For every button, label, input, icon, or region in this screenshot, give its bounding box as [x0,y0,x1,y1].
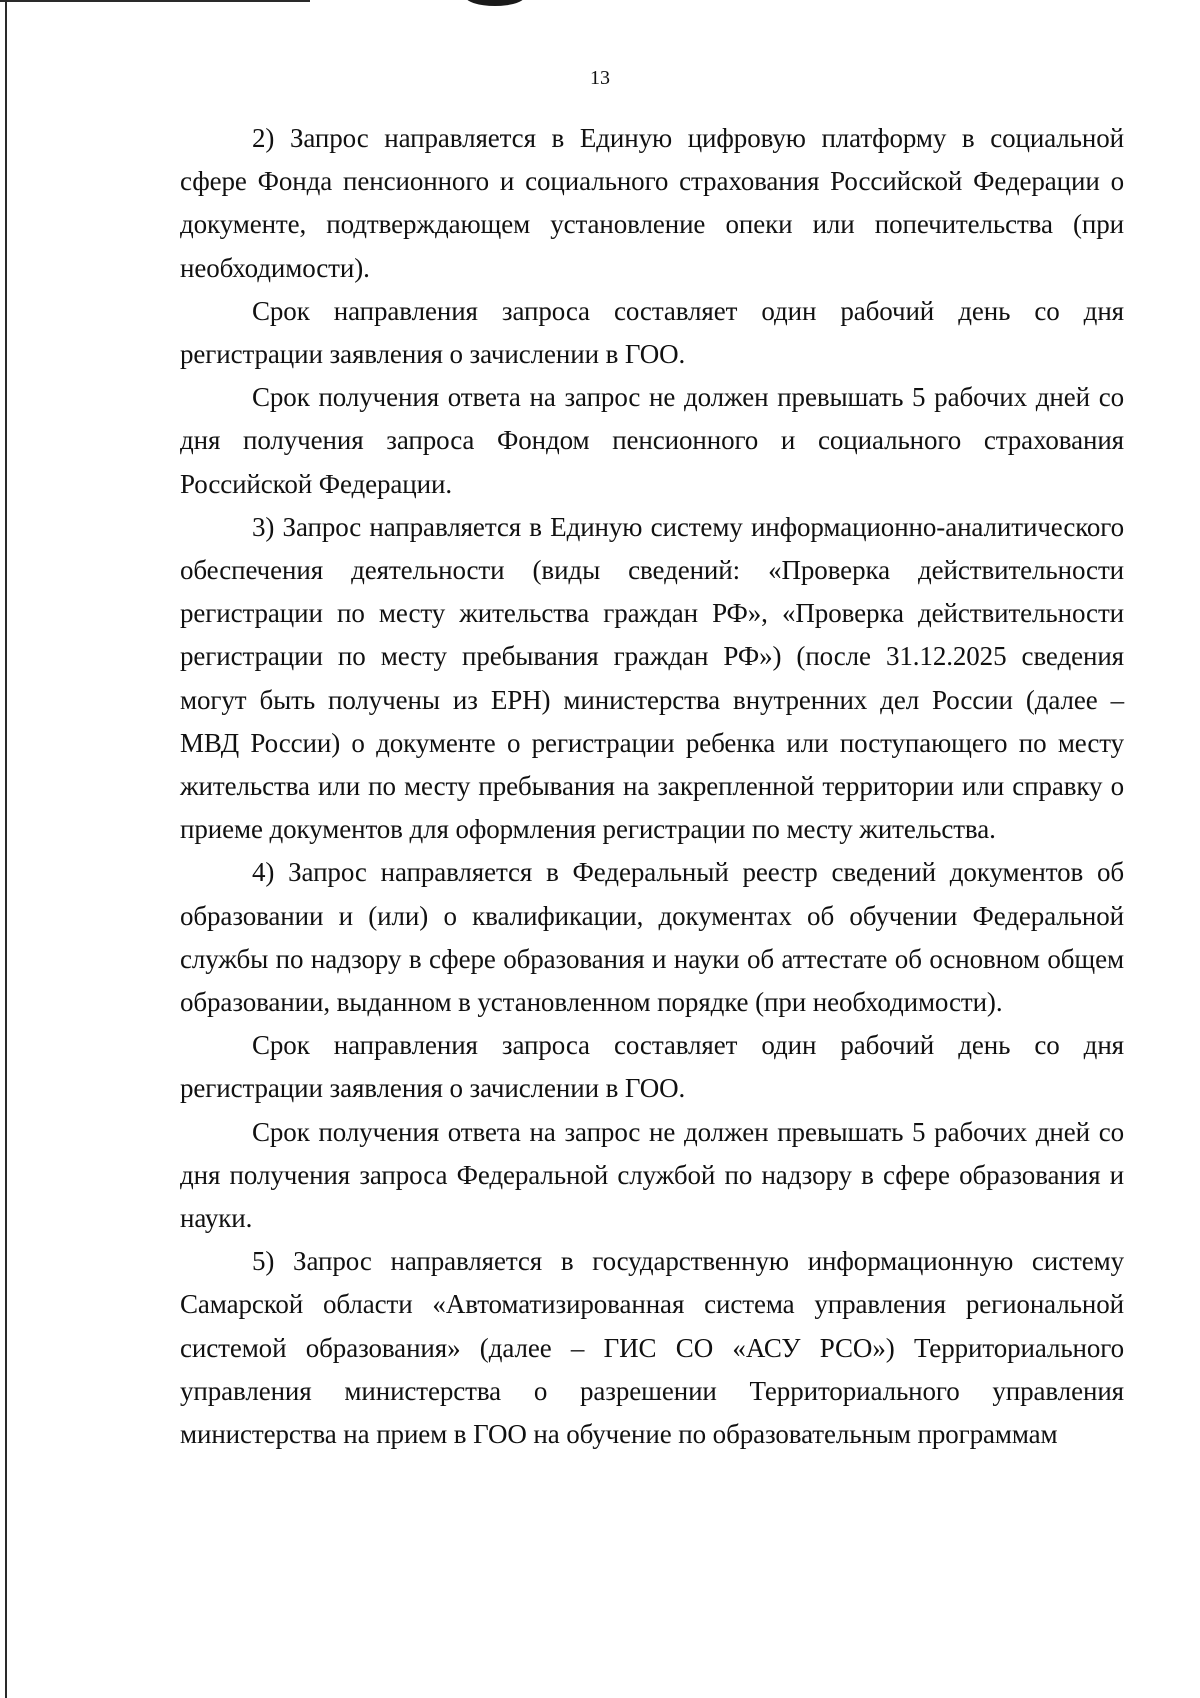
scan-left-border [5,0,7,1698]
page-number: 13 [590,67,610,89]
paragraph-request-deadline-2: Срок направления запроса составляет один рабочий день со дня регистрации заявления о зачислении в ГОО. [180,1030,1124,1104]
paragraph-item-3: 3) Запрос направляется в Единую систему информационно-аналитического обеспечения деятельности (виды сведений: «Проверка действительности регистрации по месту жительства граждан РФ», «Проверка действительности регистрации по месту пребывания граждан РФ») (после 31.12.2025 сведения могут быть получены из ЕРН) министерства внутренних дел России (далее – МВД России) о документе о регистрации ребенка или поступающего по месту жительства или по месту пребывания на закрепленной территории или справку о приеме документов для оформления регистрации по месту жительства. [180,511,1124,845]
document-body [180,117,1124,1456]
scan-top-border [0,0,310,2]
paragraph-response-deadline-2: Срок получения ответа на запрос не должен превышать 5 рабочих дней со дня получения запроса Федеральной службой по надзору в сфере образования и науки. [180,1116,1124,1234]
paragraph-item-4: 4) Запрос направляется в Федеральный реестр сведений документов об образовании и (или) о квалификации, документах об обучении Федеральной службы по надзору в сфере образования и науки об аттестате об основном общем образовании, выданном в установленном порядке (при необходимости). [180,857,1124,1018]
scan-smudge [465,0,525,6]
paragraph-item-2: 2) Запрос направляется в Единую цифровую платформу в социальной сфере Фонда пенсионного и социального страхования Российской Федерации о документе, подтверждающем установление опеки или попечительства (при необходимости). [180,123,1124,283]
paragraph-response-deadline: Срок получения ответа на запрос не должен превышать 5 рабочих дней со дня получения запроса Фондом пенсионного и социального страхования Российской Федерации. [180,382,1124,499]
paragraph-item-5: 5) Запрос направляется в государственную информационную систему Самарской области «Автоматизированная система управления региональной системой образования» (далее – ГИС СО «АСУ РСО») Территориального управления министерства о разрешении Территориального управления министерства на прием в ГОО на обучение по образовательным программам [180,1246,1124,1450]
paragraph-request-deadline: Срок направления запроса составляет один рабочий день со дня регистрации заявления о зачислении в ГОО. [180,295,1124,370]
